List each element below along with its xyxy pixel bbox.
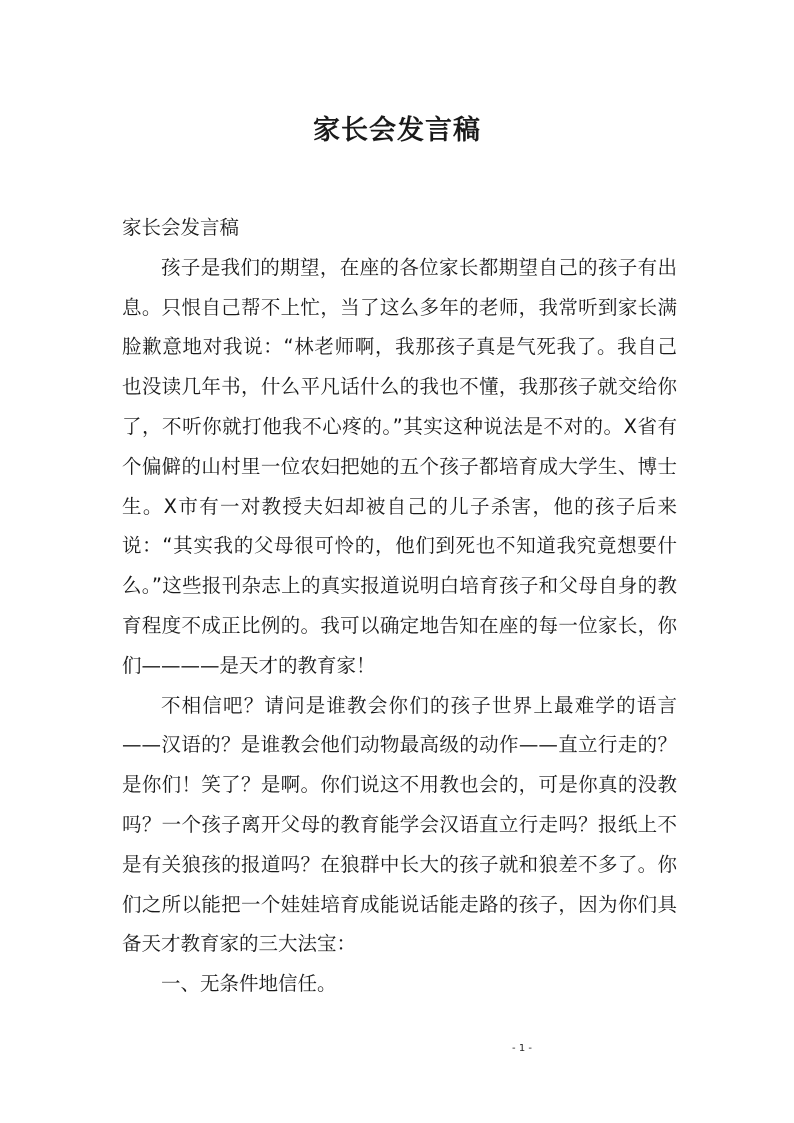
document-body	[122, 208, 677, 1004]
page-number: - 1 -	[512, 1043, 532, 1054]
document-subtitle: 家长会发言稿	[122, 216, 240, 239]
paragraph-2: 不相信吧？请问是谁教会你们的孩子世界上最难学的语言——汉语的？是谁教会他们动物最高级的动作——直立行走的？是你们！笑了？是啊。你们说这不用教也会的，可是你真的没教吗？一个孩子离开父母的教育能学会汉语直立行走吗？报纸上不是有关狼孩的报道吗？在狼群中长大的孩子就和狼差不多了。你们之所以能把一个娃娃培育成能说话能走路的孩子，因为你们具备天才教育家的三大法宝：	[122, 693, 677, 956]
paragraph-3: 一、无条件地信任。	[161, 972, 337, 996]
paragraph-1: 孩子是我们的期望，在座的各位家长都期望自己的孩子有出息。只恨自己帮不上忙，当了这么多年的老师，我常听到家长满脸歉意地对我说：“林老师啊，我那孩子真是气死我了。我自己也没读几年书，什么平凡话什么的我也不懂，我那孩子就交给你了，不听你就打他我不心疼的。”其实这种说法是不对的。X省有个偏僻的山村里一位农妇把她的五个孩子都培育成大学生、博士生。X市有一对教授夫妇却被自己的儿子杀害，他的孩子后来说：“其实我的父母很可怜的，他们到死也不知道我究竟想要什么。”这些报刊杂志上的真实报道说明白培育孩子和父母自身的教育程度不成正比例的。我可以确定地告知在座的每一位家长，你们————是天才的教育家！	[122, 255, 677, 677]
document-title: 家长会发言稿	[313, 115, 481, 146]
